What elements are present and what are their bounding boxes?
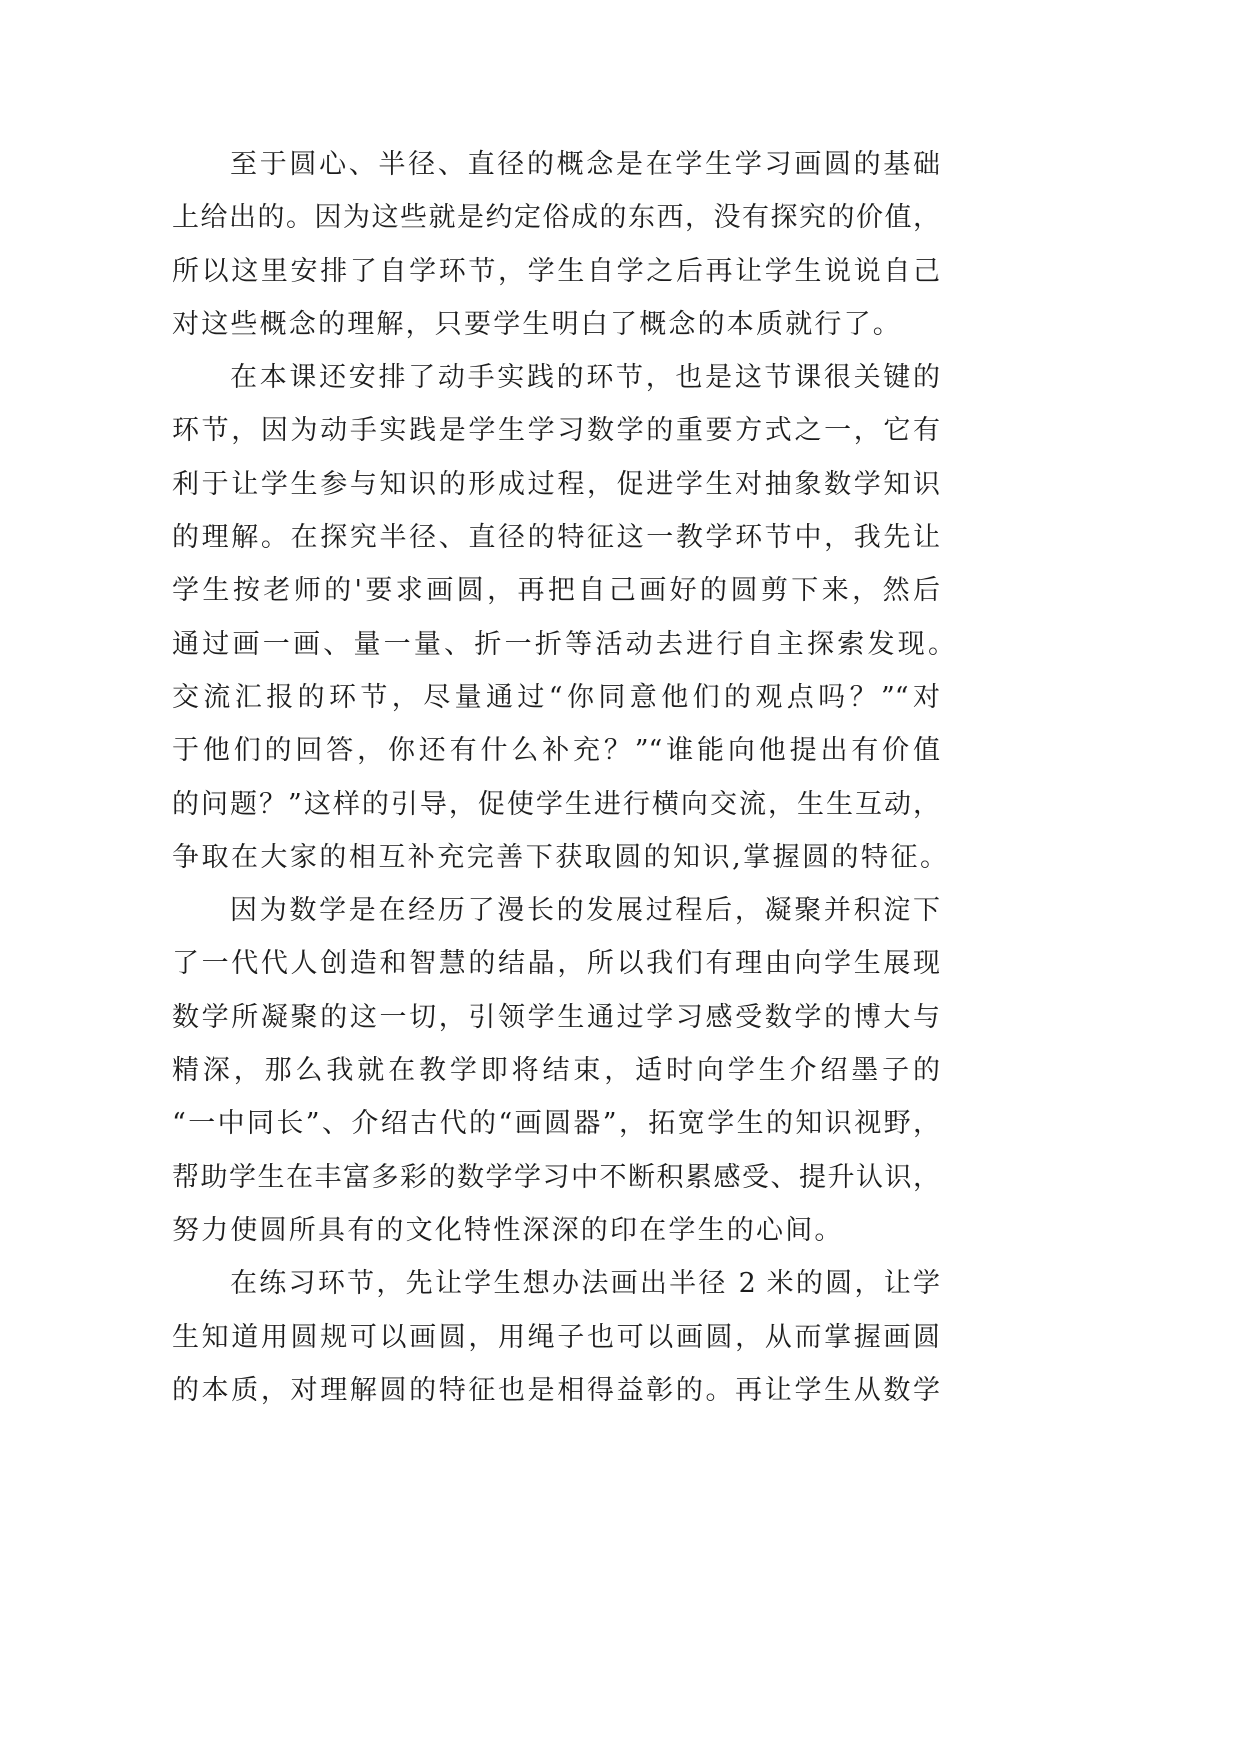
text-line: 了一代代人创造和智慧的结晶，所以我们有理由向学生展现 [172, 948, 940, 980]
text-line: 环节，因为动手实践是学生学习数学的重要方式之一，它有 [172, 415, 940, 447]
text-line: 上给出的。因为这些就是约定俗成的东西，没有探究的价值， [172, 202, 940, 234]
text-line: 因为数学是在经历了漫长的发展过程后，凝聚并积淀下 [230, 895, 940, 927]
text-line: 利于让学生参与知识的形成过程，促进学生对抽象数学知识 [172, 468, 940, 500]
body-text [172, 138, 955, 1417]
text-line: 争取在大家的相互补充完善下获取圆的知识,掌握圆的特征。 [172, 841, 947, 873]
text-line: 所以这里安排了自学环节，学生自学之后再让学生说说自己 [172, 255, 940, 287]
text-line: 数学所凝聚的这一切，引领学生通过学习感受数学的博大与 [172, 1001, 940, 1033]
text-line: 交流汇报的环节，尽量通过“你同意他们的观点吗？”“对 [172, 681, 940, 713]
text-line: 在练习环节，先让学生想办法画出半径 2 米的圆，让学 [230, 1268, 940, 1300]
paragraph [172, 884, 940, 1257]
paragraph [172, 1257, 940, 1417]
text-line: 努力使圆所具有的文化特性深深的印在学生的心间。 [172, 1214, 844, 1246]
text-line: 通过画一画、量一量、折一折等活动去进行自主探索发现。 [172, 628, 955, 660]
text-line: 帮助学生在丰富多彩的数学学习中不断积累感受、提升认识， [172, 1161, 940, 1193]
text-line: 的理解。在探究半径、直径的特征这一教学环节中，我先让 [172, 522, 940, 554]
text-line: 的本质，对理解圆的特征也是相得益彰的。再让学生从数学 [172, 1374, 940, 1406]
paragraph [172, 138, 940, 351]
text-line: 在本课还安排了动手实践的环节，也是这节课很关键的 [230, 362, 940, 394]
text-line: 生知道用圆规可以画圆，用绳子也可以画圆，从而掌握画圆 [172, 1321, 940, 1353]
text-line: “一中同长”、介绍古代的“画圆器”，拓宽学生的知识视野， [172, 1108, 940, 1140]
text-line: 的问题？”这样的引导，促使学生进行横向交流，生生互动， [172, 788, 940, 820]
text-line: 精深，那么我就在教学即将结束，适时向学生介绍墨子的 [172, 1055, 940, 1087]
text-line: 学生按老师的'要求画圆，再把自己画好的圆剪下来，然后 [172, 575, 940, 607]
text-line: 于他们的回答，你还有什么补充？”“谁能向他提出有价值 [172, 735, 940, 767]
text-line: 对这些概念的理解，只要学生明白了概念的本质就行了。 [172, 308, 902, 340]
text-line: 至于圆心、半径、直径的概念是在学生学习画圆的基础 [230, 149, 940, 180]
paragraph [172, 351, 955, 884]
